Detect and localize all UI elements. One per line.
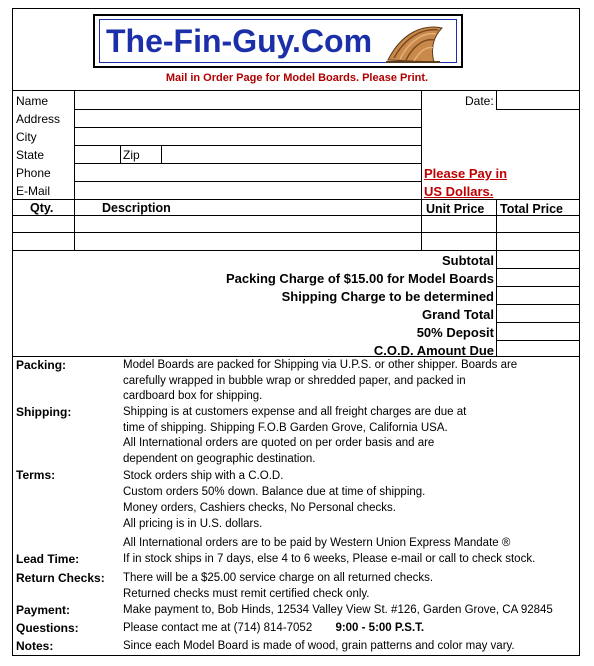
logo-text: The-Fin-Guy.Com: [106, 23, 373, 59]
term-line: Please contact me at (714) 814-7052: [123, 622, 313, 634]
term-line: Make payment to, Bob Hinds, 12534 Valley View St. #126, Garden Grove, CA 92845: [123, 604, 553, 616]
term-body: [123, 639, 515, 655]
description-field-2[interactable]: [75, 233, 421, 250]
phone-field[interactable]: [75, 164, 420, 181]
total-price-field-1[interactable]: [497, 216, 579, 232]
term-body: [123, 405, 466, 467]
term-line: Stock orders ship with a C.O.D.: [123, 470, 284, 482]
description-header: Description: [102, 201, 171, 215]
description-field-1[interactable]: [75, 216, 421, 232]
name-label: Name: [16, 94, 49, 108]
term-line: Returned checks must remit certified check only.: [123, 587, 370, 600]
subtotal-field[interactable]: [497, 251, 579, 268]
term-body: [123, 468, 510, 551]
tagline: Mail in Order Page for Model Boards. Please Print.: [165, 72, 429, 84]
term-heading: Payment:: [16, 603, 71, 617]
subtotal-label: Subtotal: [442, 253, 494, 268]
email-label: E-Mail: [16, 184, 51, 198]
business-hours: 9:00 - 5:00 P.S.T.: [335, 622, 425, 634]
term-line: All International orders are to be paid by Western Union Express Mandate ®: [123, 537, 511, 549]
zip-label: Zip: [123, 148, 140, 162]
qty-field-1[interactable]: [13, 216, 74, 232]
shipping-charge-field[interactable]: [497, 287, 579, 304]
qty-field-2[interactable]: [13, 233, 74, 250]
term-line: Custom orders 50% down. Balance due at time of shipping.: [123, 486, 426, 498]
term-line: carefully wrapped in bubble wrap or shredded paper, and packed in: [123, 374, 466, 387]
term-line: If in stock ships in 7 days, else 4 to 6 weeks, Please e-mail or call to check stock.: [123, 553, 536, 565]
term-line: cardboard box for shipping.: [123, 390, 263, 402]
name-field[interactable]: [75, 91, 420, 109]
rule: [12, 199, 580, 200]
term-line: Money orders, Cashiers checks, No Personal checks.: [123, 502, 396, 514]
term-body: [123, 552, 535, 568]
grand-total-label: Grand Total: [422, 307, 494, 322]
term-line: There will be a $25.00 service charge on all returned checks.: [123, 572, 434, 584]
term-line: dependent on geographic destination.: [123, 452, 316, 465]
cod-amount-label: C.O.D. Amount Due: [373, 343, 494, 358]
unit-price-field-1[interactable]: [422, 216, 496, 232]
deposit-field[interactable]: [497, 323, 579, 340]
term-heading: Return Checks:: [16, 571, 105, 585]
term-body: [123, 621, 424, 637]
grand-total-field[interactable]: [497, 305, 579, 322]
packing-charge-field[interactable]: [497, 269, 579, 286]
rule: [12, 250, 580, 251]
term-heading: Notes:: [16, 639, 54, 653]
term-heading: Terms:: [16, 468, 56, 482]
date-field[interactable]: [497, 91, 579, 109]
address-label: Address: [16, 112, 61, 126]
term-line: Since each Model Board is made of wood, grain patterns and color may vary.: [123, 640, 515, 652]
total-price-header: Total Price: [500, 202, 563, 216]
term-heading: Shipping:: [16, 405, 72, 419]
term-heading: Lead Time:: [16, 552, 80, 566]
packing-charge-label: Packing Charge of $15.00 for Model Boards: [225, 271, 494, 286]
cod-amount-field[interactable]: [497, 341, 579, 356]
zip-field[interactable]: [162, 146, 420, 163]
address-field[interactable]: [75, 110, 420, 127]
rule: [496, 109, 580, 110]
term-line: All pricing is in U.S. dollars.: [123, 518, 263, 530]
term-body: [123, 603, 553, 619]
shipping-charge-label: Shipping Charge to be determined: [281, 289, 494, 304]
rule: [120, 145, 121, 163]
logo-box: [93, 14, 463, 68]
pay-notice-line-2: US Dollars.: [424, 184, 494, 199]
surf-fin-icon: [384, 22, 448, 66]
date-label: Date:: [465, 94, 494, 108]
state-label: State: [16, 148, 45, 162]
state-field[interactable]: [75, 146, 120, 163]
term-line: time of shipping. Shipping F.O.B Garden Grove, California USA.: [123, 421, 448, 434]
email-field[interactable]: [75, 182, 420, 199]
deposit-label: 50% Deposit: [416, 325, 494, 340]
unit-price-field-2[interactable]: [422, 233, 496, 250]
logo-panel: [99, 19, 457, 63]
qty-header: Qty.: [30, 201, 54, 215]
term-heading: Questions:: [16, 621, 79, 635]
city-label: City: [16, 130, 37, 144]
term-heading: Packing:: [16, 358, 67, 372]
pay-notice-line-1: Please Pay in: [424, 166, 508, 181]
term-line: Model Boards are packed for Shipping via U.P.S. or other shipper. Boards are: [123, 359, 518, 371]
term-body: [123, 358, 517, 405]
rule: [12, 356, 580, 357]
term-body: [123, 571, 433, 602]
total-price-field-2[interactable]: [497, 233, 579, 250]
term-line: All International orders are quoted on per order basis and are: [123, 437, 435, 449]
term-line: Shipping is at customers expense and all freight charges are due at: [123, 406, 467, 418]
unit-price-header: Unit Price: [426, 202, 485, 216]
city-field[interactable]: [75, 128, 420, 145]
phone-label: Phone: [16, 166, 51, 180]
